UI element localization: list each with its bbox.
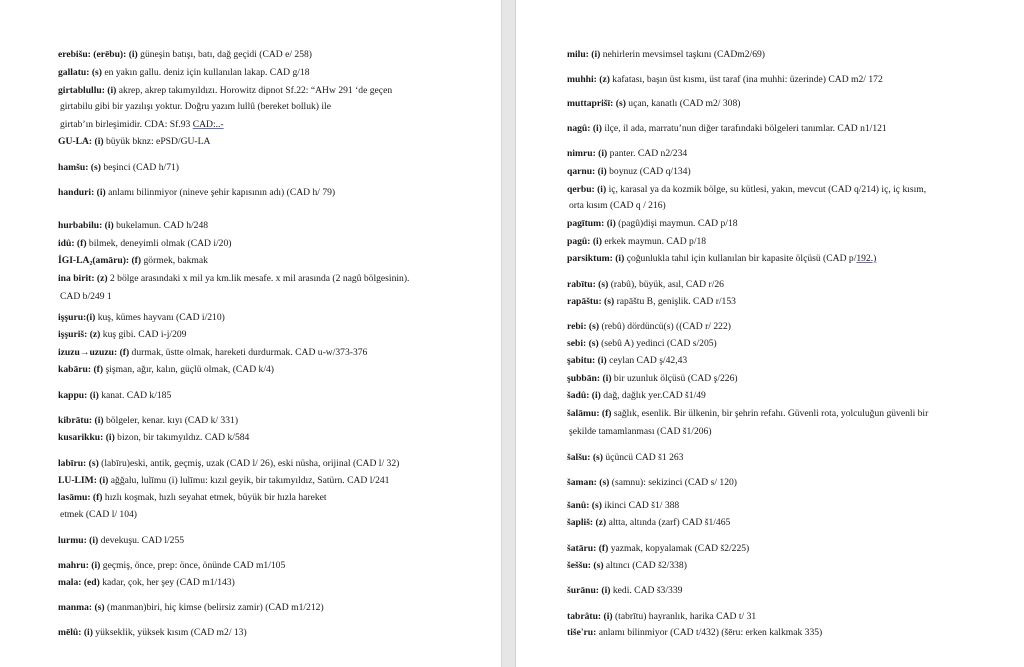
left-entry-list (0, 0, 501, 667)
entry-headword: muttaprišī: (s) (567, 98, 626, 109)
entry-headword: nimru: (i) (567, 148, 608, 159)
entry-headword: milu: (i) (567, 49, 601, 60)
entry-headword: idû: (f) (58, 238, 87, 249)
entry-definition: (sebû A) yedinci (CAD s/205) (598, 338, 717, 349)
dictionary-entry (567, 184, 926, 196)
entry-definition: orta kısım (CAD q / 216) (569, 200, 666, 211)
entry-headword: lurmu: (i) (58, 535, 99, 546)
entry-headword: qarnu: (i) (567, 166, 607, 177)
entry-headword: mahru: (i) (58, 560, 101, 571)
dictionary-entry (567, 373, 738, 385)
dictionary-entry (58, 560, 285, 572)
entry-definition: (labīru)eski, antik, geçmiş, uzak (CAD l/ 26), eski nüsha, orijinal (CAD l/ 32) (98, 458, 400, 469)
dictionary-entry-continuation (60, 119, 224, 131)
entry-definition: kanat. CAD k/185 (98, 390, 172, 401)
entry-definition: ceylan CAD ş/42,43 (606, 355, 688, 366)
dictionary-entry (567, 585, 682, 597)
entry-definition: 2 bölge arasındaki x mil ya km.lik mesafe. x mil arasında (2 nagû bölgesinin). (107, 273, 410, 284)
dictionary-entry (58, 255, 208, 267)
underlined-reference: 192.) (856, 253, 877, 264)
entry-definition: (manman)biri, hiç kimse (belirsiz zamir) (CAD m1/212) (104, 602, 324, 613)
entry-headword: lasāmu: (f) (58, 492, 103, 503)
entry-definition: boynuz (CAD q/134) (606, 166, 691, 177)
entry-headword: hamšu: (s) (58, 162, 101, 173)
entry-definition: (samnu): sekizinci (CAD s/ 120) (609, 477, 738, 488)
entry-headword: mala: (ed) (58, 577, 100, 588)
document-page-right (516, 0, 1024, 667)
entry-headword: šurānu: (i) (567, 585, 611, 596)
entry-headword: hurbabilu: (i) (58, 220, 114, 231)
entry-definition: (rabû), büyük, asıl, CAD r/26 (608, 279, 724, 290)
entry-headword: şubbān: (i) (567, 373, 612, 384)
underlined-reference: CAD:..- (192, 119, 224, 130)
dictionary-entry (58, 535, 184, 547)
entry-headword: šalšu: (s) (567, 452, 603, 463)
entry-definition: şişman, ağır, kalın, güçlü olmak, (CAD k/4) (103, 364, 274, 375)
entry-headword: ina birit: (z) (58, 273, 108, 284)
entry-definition: ikinci CAD š1/ 388 (601, 500, 680, 511)
dictionary-entry (58, 220, 208, 232)
entry-definition: iç, karasal ya da kozmik bölge, su kütlesi, yakın, mevcut (CAD q/214) iç, iç kısım, (606, 184, 927, 195)
dictionary-entry (58, 85, 392, 97)
entry-definition: en yakın gallu. deniz için kullanılan lakap. CAD g/18 (101, 67, 310, 78)
entry-definition: (rebû) dördüncü(s) ((CAD r/ 222) (599, 321, 731, 332)
dictionary-entry (567, 296, 736, 308)
dictionary-entry (567, 279, 724, 291)
entry-headword: parsiktum: (i) (567, 253, 625, 264)
entry-definition: kuş, kümes hayvanı (CAD i/210) (95, 312, 225, 323)
entry-definition: altıncı (CAD š2/338) (603, 560, 687, 571)
dictionary-entry (58, 432, 249, 444)
dictionary-entry (58, 492, 327, 504)
entry-definition: girtabilu gibi bir yazılışı yoktur. Doğru yazım lullû (bereket bolluk) ile (60, 101, 331, 112)
entry-headword: işşuriš: (z) (58, 329, 101, 340)
dictionary-entry (58, 364, 274, 376)
entry-definition: nehirlerin mevsimsel taşkını (CADm2/69) (600, 49, 765, 60)
entry-definition: beşinci (CAD h/71) (100, 162, 179, 173)
entry-headword: kusarikku: (i) (58, 432, 115, 443)
entry-definition: (tabrītu) hayranlık, harika CAD t/ 31 (612, 611, 757, 622)
entry-definition: anlamı bilinmiyor (nineve şehir kapısının adı) (CAD h/ 79) (105, 187, 336, 198)
entry-definition: bukelamun. CAD h/248 (113, 220, 209, 231)
entry-definition: uçan, kanatlı (CAD m2/ 308) (625, 98, 741, 109)
dictionary-entry (567, 253, 876, 265)
entry-headword: šanû: (s) (567, 500, 602, 511)
entry-headword: mēlû: (i) (58, 627, 93, 638)
entry-definition: üçüncü CAD š1 263 (602, 452, 684, 463)
entry-headword: rapāštu: (s) (567, 296, 615, 307)
dictionary-entry (58, 312, 225, 324)
entry-headword: tabrâtu: (i) (567, 611, 613, 622)
entry-headword: šapliš: (z) (567, 517, 607, 528)
entry-definition: ağğalu, lulīmu (i) lulīmu: kızıl geyik, bir takımyıldız, Satürn. CAD l/241 (108, 475, 390, 486)
entry-headword: ÍGI-LA₂(amāru): (f) (58, 255, 142, 266)
dictionary-entry-continuation (60, 509, 137, 521)
dictionary-entry (567, 408, 928, 420)
dictionary-entry (567, 543, 749, 555)
entry-definition: geçmiş, önce, prep: önce, önünde CAD m1/105 (100, 560, 286, 571)
entry-definition: erkek maymun. CAD p/18 (601, 236, 707, 247)
entry-headword: rabītu: (s) (567, 279, 609, 290)
entry-headword: šeššu: (s) (567, 560, 604, 571)
dictionary-entry (58, 238, 231, 250)
entry-definition: girtab’ın birleşimidir. CDA: Sf.93 (60, 119, 193, 130)
dictionary-entry (567, 321, 731, 333)
dictionary-entry (58, 415, 238, 427)
entry-headword: şabitu: (i) (567, 355, 607, 366)
dictionary-entry (567, 560, 687, 572)
entry-headword: muhhi: (z) (567, 74, 610, 85)
dictionary-entry (567, 611, 756, 623)
entry-definition: durmak, üstte olmak, hareketi durdurmak. CAD u-w/373-376 (129, 347, 368, 358)
entry-headword: šaman: (s) (567, 477, 610, 488)
entry-headword: gallatu: (s) (58, 67, 102, 78)
entry-definition: bölgeler, kenar. kıyı (CAD k/ 331) (103, 415, 239, 426)
entry-definition: büyük bknz: ePSD/GU-LA (103, 136, 211, 147)
entry-definition: akrep, akrep takımyıldızı. Horowitz dipnot Sf.22: “AHw 291 ‘de geçen (116, 85, 393, 96)
dictionary-entry (567, 500, 679, 512)
entry-definition: devekuşu. CAD l/255 (98, 535, 185, 546)
entry-definition: kafatası, başın üst kısmı, üst taraf (ina muhhi: üzerinde) CAD m2/ 172 (609, 74, 883, 85)
dictionary-entry (58, 390, 171, 402)
dictionary-entry (567, 452, 683, 464)
dictionary-entry (58, 458, 399, 470)
dictionary-entry (58, 602, 324, 614)
entry-headword: işşuru:(i) (58, 312, 96, 323)
dictionary-entry (58, 49, 312, 61)
entry-definition: görmek, bakmak (141, 255, 208, 266)
entry-headword: šatāru: (f) (567, 543, 609, 554)
dictionary-entry (58, 136, 210, 148)
dictionary-entry (58, 475, 389, 487)
entry-definition: rapāštu B, genişlik. CAD r/153 (614, 296, 736, 307)
entry-headword: handuri: (i) (58, 187, 106, 198)
dictionary-entry (567, 148, 687, 160)
entry-definition: bir uzunluk ölçüsü (CAD ş/226) (611, 373, 738, 384)
dictionary-entry (58, 67, 310, 79)
entry-headword: pagītum: (i) (567, 218, 616, 229)
entry-headword: kibrātu: (i) (58, 415, 104, 426)
document-page-left (0, 0, 501, 667)
entry-headword: girtablullu: (i) (58, 85, 117, 96)
dictionary-entry (58, 577, 235, 589)
dictionary-entry (567, 98, 740, 110)
right-entry-list (516, 0, 1024, 667)
entry-headword: erebišu: (erēbu): (i) (58, 49, 138, 60)
dictionary-entry (567, 49, 765, 61)
entry-definition: ilçe, il ada, marratu’nun diğer tarafındaki bölgeleri tanımlar. CAD n1/121 (601, 123, 887, 134)
dictionary-entry (567, 123, 887, 135)
entry-definition: altta, altında (zarf) CAD š1/465 (606, 517, 731, 528)
dictionary-entry (567, 218, 738, 230)
entry-definition: bilmek, deneyimli olmak (CAD i/20) (86, 238, 232, 249)
entry-definition: kuş gibi. CAD i-j/209 (100, 329, 187, 340)
dictionary-entry (567, 338, 717, 350)
entry-headword: kappu: (i) (58, 390, 99, 401)
entry-definition: sağlık, esenlik. Bir ülkenin, bir şehrin refahı. Güvenli rota, yolculuğun güvenli bir (611, 408, 929, 419)
dictionary-entry (58, 162, 179, 174)
dictionary-entry (567, 355, 687, 367)
dictionary-entry (58, 273, 409, 285)
entry-definition: CAD b/249 1 (60, 291, 112, 302)
dictionary-entry-continuation (60, 291, 112, 303)
dictionary-entry (567, 477, 737, 489)
entry-headword: šalāmu: (f) (567, 408, 612, 419)
entry-definition: şekilde tamamlanması (CAD š1/206) (569, 426, 712, 437)
dictionary-entry (567, 166, 691, 178)
entry-definition: yükseklik, yüksek kısım (CAD m2/ 13) (92, 627, 247, 638)
dictionary-entry (567, 390, 706, 402)
entry-definition: kadar, çok, her şey (CAD m1/143) (99, 577, 235, 588)
entry-definition: güneşin batışı, batı, dağ geçidi (CAD e/ 258) (137, 49, 313, 60)
entry-definition: anlamı bilinmiyor (CAD t/432) (šēru: erken kalkmak 335) (596, 627, 823, 638)
dictionary-entry-continuation (569, 426, 712, 438)
entry-headword: tiše'ru: (567, 627, 597, 638)
entry-headword: kabāru: (f) (58, 364, 104, 375)
dictionary-entry (567, 74, 883, 86)
entry-definition: çoğunlukla tahıl için kullanılan bir kapasite ölçüsü (CAD p/ (624, 253, 857, 264)
dictionary-entry (567, 517, 730, 529)
entry-definition: etmek (CAD l/ 104) (60, 509, 138, 520)
entry-headword: GU-LA: (i) (58, 136, 104, 147)
entry-headword: manma: (s) (58, 602, 105, 613)
entry-headword: LU-LIM: (i) (58, 475, 109, 486)
entry-headword: izuzu→uzuzu: (f) (58, 347, 130, 358)
entry-headword: rebi: (s) (567, 321, 600, 332)
dictionary-entry (58, 329, 186, 341)
dictionary-entry (567, 236, 706, 248)
entry-headword: qerbu: (i) (567, 184, 607, 195)
entry-definition: yazmak, kopyalamak (CAD š2/225) (608, 543, 750, 554)
entry-headword: nagû: (i) (567, 123, 602, 134)
dictionary-entry (567, 627, 822, 639)
entry-definition: (pagû)dişi maymun. CAD p/18 (615, 218, 738, 229)
entry-definition: hızlı koşmak, hızlı seyahat etmek, büyük bir hızla hareket (102, 492, 327, 503)
dictionary-entry (58, 187, 335, 199)
entry-headword: sebi: (s) (567, 338, 599, 349)
entry-headword: pagû: (i) (567, 236, 602, 247)
entry-definition: bizon, bir takımyıldız. CAD k/584 (114, 432, 250, 443)
entry-definition: panter. CAD n2/234 (607, 148, 688, 159)
entry-definition: dağ, dağlık yer.CAD š1/49 (600, 390, 706, 401)
entry-headword: labīru: (s) (58, 458, 99, 469)
dictionary-entry-continuation (569, 200, 666, 212)
dictionary-entry-continuation (60, 101, 331, 113)
dictionary-entry (58, 627, 247, 639)
dictionary-entry (58, 347, 367, 359)
entry-definition: kedi. CAD š3/339 (610, 585, 683, 596)
entry-headword: šadû: (i) (567, 390, 601, 401)
page-gap (501, 0, 516, 667)
